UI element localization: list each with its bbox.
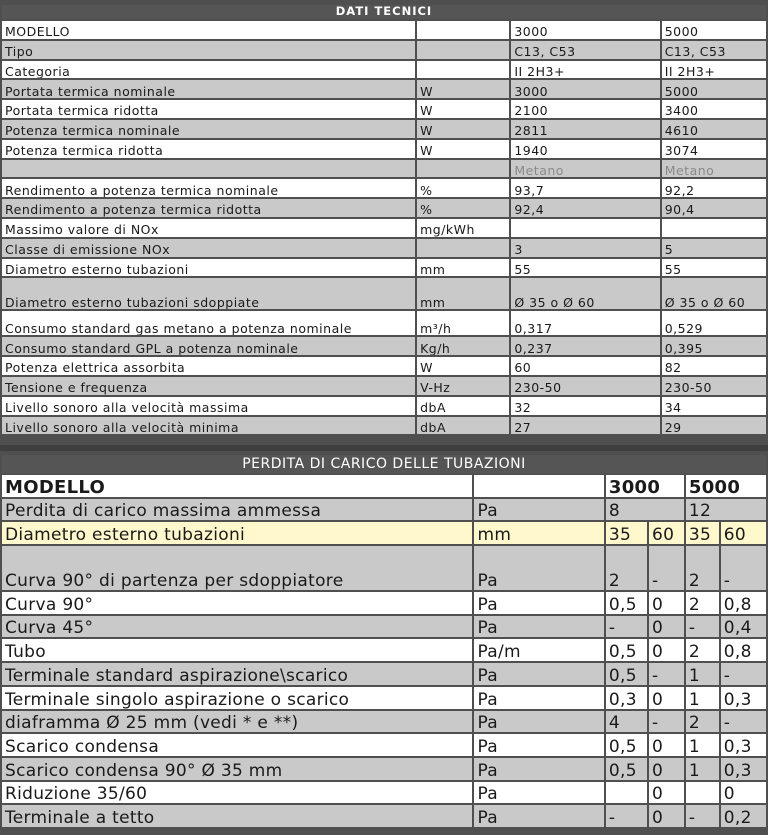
pressure-loss-table	[0, 453, 768, 829]
value-5000: 90,4	[662, 199, 766, 217]
row-label	[2, 160, 415, 178]
value-3000-60: -	[649, 663, 684, 685]
value-3000: 3000	[511, 80, 659, 98]
pressure-loss-row	[2, 663, 766, 685]
row-label: Terminale a tetto	[2, 805, 472, 827]
value-3000: 2811	[511, 120, 659, 138]
value-3000: 32	[511, 397, 659, 415]
value-3000: 93,7	[511, 179, 659, 197]
value-3000-35: 0,3	[606, 687, 647, 709]
row-label: Curva 90°	[2, 592, 472, 614]
pressure-loss-row	[2, 639, 766, 661]
value-3000-60: 0	[649, 782, 684, 804]
pressure-loss-row	[2, 616, 766, 638]
max-loss-5000: 12	[686, 499, 766, 521]
pressure-loss-row	[2, 711, 766, 733]
technical-data-row	[2, 337, 766, 355]
value-3000: 1940	[511, 140, 659, 158]
row-label: Riduzione 35/60	[2, 782, 472, 804]
value-5000: II 2H3+	[662, 61, 766, 79]
row-unit: Pa	[474, 663, 603, 685]
row-label: Potenza termica ridotta	[2, 140, 415, 158]
row-unit: mg/kWh	[417, 219, 509, 237]
value-5000-35: 2	[686, 711, 719, 733]
value-5000: C13, C53	[662, 41, 766, 59]
diameter-3000-35: 35	[606, 522, 647, 544]
row-unit	[417, 41, 509, 59]
row-unit: W	[417, 140, 509, 158]
row-label: Tubo	[2, 639, 472, 661]
row-unit	[417, 160, 509, 178]
value-3000-60: 0	[649, 734, 684, 756]
row-unit: %	[417, 179, 509, 197]
technical-data-row	[2, 179, 766, 197]
value-3000-35: 0,5	[606, 758, 647, 780]
value-5000-60: 0,3	[721, 687, 766, 709]
row-label: Portata termica nominale	[2, 80, 415, 98]
value-5000-35: 2	[686, 546, 719, 590]
row-label: Scarico condensa 90° Ø 35 mm	[2, 758, 472, 780]
technical-data-row	[2, 239, 766, 257]
technical-data-row	[2, 61, 766, 79]
value-5000-35: 1	[686, 663, 719, 685]
row-label: Potenza termica nominale	[2, 120, 415, 138]
row-label: Tipo	[2, 41, 415, 59]
pressure-loss-row	[2, 546, 766, 590]
row-label: Consumo standard GPL a potenza nominale	[2, 337, 415, 355]
value-5000-35: 1	[686, 687, 719, 709]
value-5000-60: -	[721, 711, 766, 733]
technical-data-row	[2, 417, 766, 435]
row-unit: Pa	[474, 616, 603, 638]
row-unit: W	[417, 80, 509, 98]
value-3000: Metano	[511, 160, 659, 178]
value-3000	[511, 219, 659, 237]
row-label: Scarico condensa	[2, 734, 472, 756]
value-5000-35	[686, 782, 719, 804]
value-5000-35: -	[686, 805, 719, 827]
value-3000: C13, C53	[511, 41, 659, 59]
section-divider	[0, 445, 768, 451]
diameter-row-unit: mm	[474, 522, 603, 544]
model-header-label: MODELLO	[2, 475, 472, 497]
row-label: Curva 45°	[2, 616, 472, 638]
model-header-5000: 5000	[686, 475, 766, 497]
pressure-loss-row	[2, 687, 766, 709]
value-5000-60: -	[721, 663, 766, 685]
value-3000-60: 0	[649, 758, 684, 780]
value-5000-35: -	[686, 616, 719, 638]
technical-data-row	[2, 199, 766, 217]
row-unit: V-Hz	[417, 377, 509, 395]
row-unit: Pa	[474, 711, 603, 733]
row-label: Terminale standard aspirazione\scarico	[2, 663, 472, 685]
technical-data-row	[2, 377, 766, 395]
value-3000-60: -	[649, 711, 684, 733]
row-label: Portata termica ridotta	[2, 100, 415, 118]
row-unit: mm	[417, 278, 509, 309]
value-5000: 0,395	[662, 337, 766, 355]
technical-data-row	[2, 100, 766, 118]
model-header-3000: 3000	[606, 475, 684, 497]
pressure-loss-row	[2, 592, 766, 614]
technical-data-row	[2, 219, 766, 237]
value-5000-35: 2	[686, 592, 719, 614]
value-3000-35: -	[606, 616, 647, 638]
value-5000-35: 2	[686, 639, 719, 661]
row-unit: %	[417, 199, 509, 217]
value-5000: 34	[662, 397, 766, 415]
value-3000: 60	[511, 357, 659, 375]
pressure-loss-title: PERDITA DI CARICO DELLE TUBAZIONI	[2, 455, 766, 473]
row-label: Classe di emissione NOx	[2, 239, 415, 257]
value-5000: 82	[662, 357, 766, 375]
max-loss-3000: 8	[606, 499, 684, 521]
row-label: Rendimento a potenza termica nominale	[2, 179, 415, 197]
row-unit: dbA	[417, 397, 509, 415]
value-3000: 3000	[511, 21, 659, 39]
row-label: Potenza elettrica assorbita	[2, 357, 415, 375]
value-3000-35: 2	[606, 546, 647, 590]
row-unit: Pa	[474, 592, 603, 614]
row-unit: Pa	[474, 782, 603, 804]
row-label: Rendimento a potenza termica ridotta	[2, 199, 415, 217]
technical-data-row	[2, 140, 766, 158]
row-unit: m³/h	[417, 311, 509, 335]
value-5000: 92,2	[662, 179, 766, 197]
value-3000-35: 4	[606, 711, 647, 733]
value-5000-35: 1	[686, 734, 719, 756]
pressure-loss-row	[2, 758, 766, 780]
technical-data-row	[2, 397, 766, 415]
value-5000-60: 0,2	[721, 805, 766, 827]
row-unit	[417, 61, 509, 79]
row-unit: mm	[417, 259, 509, 277]
value-5000-60: 0	[721, 782, 766, 804]
diameter-5000-60: 60	[721, 522, 766, 544]
technical-data-row	[2, 278, 766, 309]
technical-data-row	[2, 311, 766, 335]
row-unit: Pa	[474, 758, 603, 780]
value-3000-35: -	[606, 805, 647, 827]
row-unit: Pa	[474, 687, 603, 709]
value-3000-60: 0	[649, 616, 684, 638]
value-3000-60: 0	[649, 592, 684, 614]
value-5000: 3400	[662, 100, 766, 118]
row-label: Livello sonoro alla velocità massima	[2, 397, 415, 415]
pressure-loss-row	[2, 782, 766, 804]
technical-data-row	[2, 120, 766, 138]
value-5000: 4610	[662, 120, 766, 138]
value-3000: Ø 35 o Ø 60	[511, 278, 659, 309]
row-unit: Pa/m	[474, 639, 603, 661]
row-label: Diametro esterno tubazioni sdoppiate	[2, 278, 415, 309]
row-label: Tensione e frequenza	[2, 377, 415, 395]
row-label: Consumo standard gas metano a potenza nominale	[2, 311, 415, 335]
row-unit: Kg/h	[417, 337, 509, 355]
value-5000: Metano	[662, 160, 766, 178]
technical-data-row	[2, 21, 766, 39]
row-label: Diametro esterno tubazioni	[2, 259, 415, 277]
row-label: Categoria	[2, 61, 415, 79]
row-unit	[417, 21, 509, 39]
row-unit: Pa	[474, 734, 603, 756]
max-loss-label: Perdita di carico massima ammessa	[2, 499, 472, 521]
value-3000-35: 0,5	[606, 734, 647, 756]
value-5000: 5	[662, 239, 766, 257]
row-unit: W	[417, 100, 509, 118]
row-unit: dbA	[417, 417, 509, 435]
value-5000-35: 1	[686, 758, 719, 780]
technical-data-row	[2, 357, 766, 375]
row-unit: W	[417, 120, 509, 138]
pressure-loss-row	[2, 805, 766, 827]
value-5000: 5000	[662, 80, 766, 98]
value-3000-35: 0,5	[606, 592, 647, 614]
diameter-5000-35: 35	[686, 522, 719, 544]
row-label: Curva 90° di partenza per sdoppiatore	[2, 546, 472, 590]
row-label: Terminale singolo aspirazione o scarico	[2, 687, 472, 709]
row-unit: W	[417, 357, 509, 375]
value-3000-35: 0,5	[606, 639, 647, 661]
value-5000: 55	[662, 259, 766, 277]
row-unit: Pa	[474, 805, 603, 827]
row-unit: Pa	[474, 546, 603, 590]
value-5000-60: 0,8	[721, 639, 766, 661]
value-3000-35: 0,5	[606, 663, 647, 685]
value-5000-60: -	[721, 546, 766, 590]
value-5000: Ø 35 o Ø 60	[662, 278, 766, 309]
value-3000: 0,317	[511, 311, 659, 335]
value-5000: 29	[662, 417, 766, 435]
value-5000: 0,529	[662, 311, 766, 335]
value-5000-60: 0,3	[721, 758, 766, 780]
value-3000: 92,4	[511, 199, 659, 217]
technical-data-row	[2, 259, 766, 277]
value-5000: 230-50	[662, 377, 766, 395]
value-3000-60: -	[649, 546, 684, 590]
technical-data-title: DATI TECNICI	[2, 5, 766, 19]
value-3000: 3	[511, 239, 659, 257]
value-3000: 55	[511, 259, 659, 277]
row-label: MODELLO	[2, 21, 415, 39]
value-3000: 0,237	[511, 337, 659, 355]
technical-data-row	[2, 80, 766, 98]
max-loss-unit: Pa	[474, 499, 603, 521]
row-label: Massimo valore di NOx	[2, 219, 415, 237]
value-3000-35	[606, 782, 647, 804]
value-5000: 5000	[662, 21, 766, 39]
value-3000-60: 0	[649, 687, 684, 709]
pressure-loss-row	[2, 734, 766, 756]
technical-data-row	[2, 41, 766, 59]
value-3000-60: 0	[649, 805, 684, 827]
technical-data-table	[0, 3, 768, 436]
model-header-unit	[474, 475, 603, 497]
technical-data-row	[2, 160, 766, 178]
value-5000-60: 0,3	[721, 734, 766, 756]
row-label: diaframma Ø 25 mm (vedi * e **)	[2, 711, 472, 733]
value-5000-60: 0,4	[721, 616, 766, 638]
diameter-row-label: Diametro esterno tubazioni	[2, 522, 472, 544]
value-3000: 2100	[511, 100, 659, 118]
value-3000: 27	[511, 417, 659, 435]
diameter-3000-60: 60	[649, 522, 684, 544]
value-3000: II 2H3+	[511, 61, 659, 79]
row-unit	[417, 239, 509, 257]
row-label: Livello sonoro alla velocità minima	[2, 417, 415, 435]
value-5000	[662, 219, 766, 237]
value-5000: 3074	[662, 140, 766, 158]
value-5000-60: 0,8	[721, 592, 766, 614]
value-3000: 230-50	[511, 377, 659, 395]
value-3000-60: 0	[649, 639, 684, 661]
